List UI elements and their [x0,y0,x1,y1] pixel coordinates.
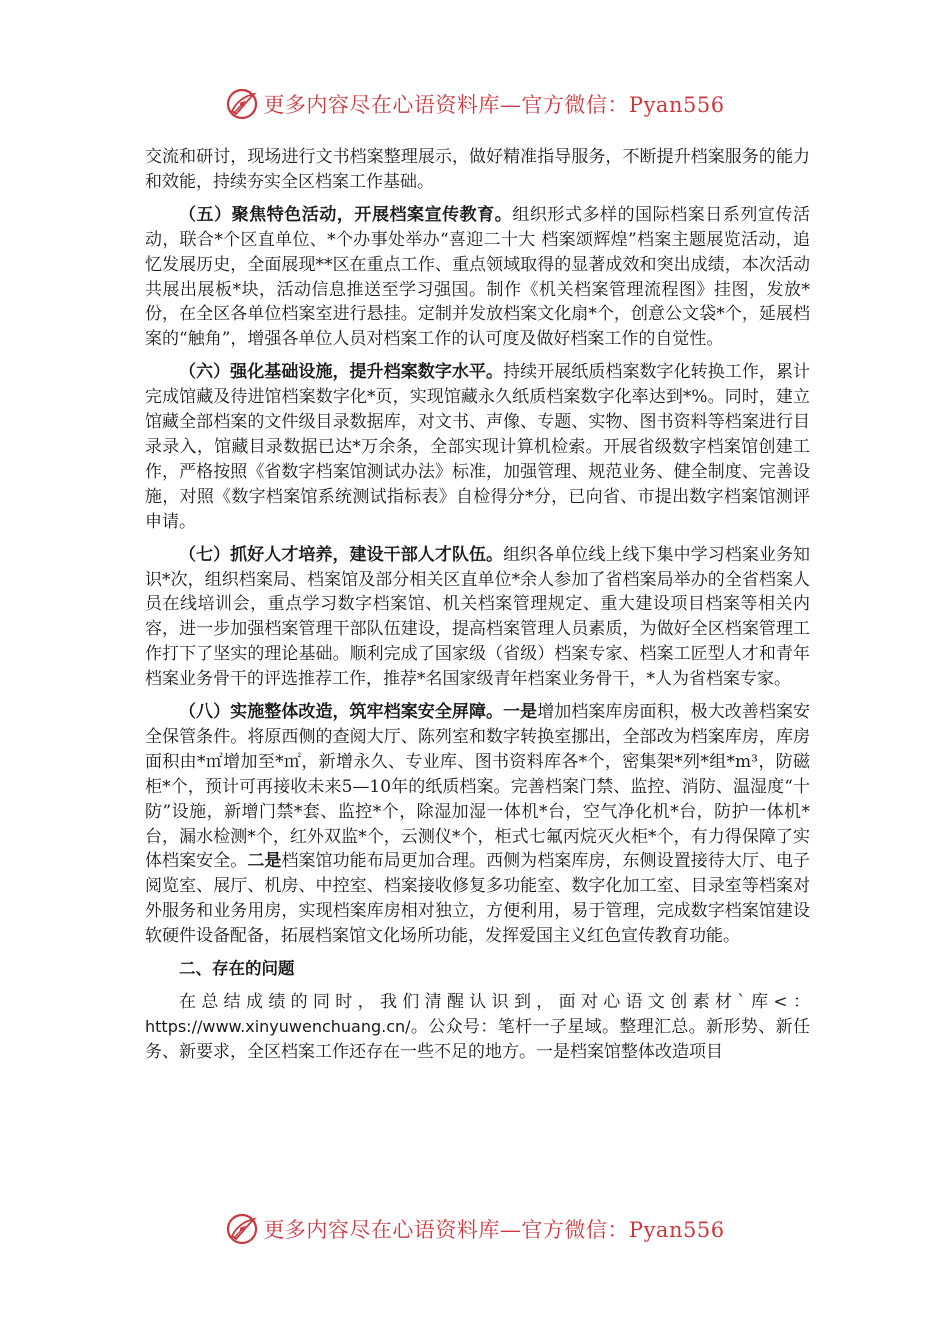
paragraph-section-7 [145,543,810,692]
section-8-lead: （八）实施整体改造，筑牢档案安全屏障。 [179,702,504,723]
header-watermark-banner [0,84,950,124]
source-url-link[interactable]: https://www.xinyuwenchuang.cn/ [145,1016,411,1036]
footer-watermark-banner [0,1209,950,1249]
section-8-point-1-lead: 一是 [503,702,538,723]
paragraph-continuation: 交流和研讨，现场进行文书档案整理展示，做好精准指导服务，不断提升档案服务的能力和效能，持续夯实全区档案工作基础。 [145,147,810,192]
problems-text-1: 在总结成绩的同时，我们清醒认识到，面对心语文创素材`库<： [179,992,810,1012]
section-7-lead: （七）抓好人才培养，建设干部人才队伍。 [179,544,504,565]
paragraph-section-6 [145,360,810,534]
pen-nib-logo-icon [225,1212,259,1246]
header-watermark-text: 更多内容尽在心语资料库—官方微信：Pyan556 [263,93,725,117]
section-7-text: 组织各单位线上线下集中学习档案业务知识*次，组织档案局、档案馆及部分相关区直单位*余人参加了省档案局举办的全省档案人员在线培训会，重点学习数字档案馆、机关档案管理规定、重大建设项目档案等相关内容，进一步加强档案管理干部队伍建设，提高档案管理人员素质，为做好全区档案管理工作打下了坚实的理论基础。顺利完成了国家级（省级）档案专家、档案工匠型人才和青年档案业务骨干的评选推荐工作，推荐*名国家级青年档案业务骨干，*人为省档案专家。 [145,544,811,690]
pen-nib-logo-icon [225,87,259,121]
paragraph-section-8 [145,700,810,949]
section-5-text: 组织形式多样的国际档案日系列宣传活动，联合*个区直单位、*个办事处举办“喜迎二十大 档案颂辉煌”档案主题展览活动，追忆发展历史，全面展现**区在重点工作、重点领域取得的显著成效和突出成绩，本次活动共展出展板*块，活动信息推送至学习强国。制作《机关档案管理流程图》挂图，发放*份，在全区各单位档案室进行悬挂。定制并发放档案文化扇*个，创意公文袋*个，延展档案的“触角”，增强各单位人员对档案工作的认可度及做好档案工作的自觉性。 [145,204,811,350]
problems-text-2: 。公众号：笔杆一子星域。整理汇总。新形势、新任务、新要求，全区档案工作还存在一些不足的地方。一是档案馆整体改造项目 [145,1016,810,1062]
paragraph-section-5 [145,203,810,352]
footer-watermark-text: 更多内容尽在心语资料库—官方微信：Pyan556 [263,1218,725,1242]
section-6-text: 持续开展纸质档案数字化转换工作，累计完成馆藏及待进馆档案数字化*页，实现馆藏永久纸质档案数字化率达到*%。同时，建立馆藏全部档案的文件级目录数据库，对文书、声像、专题、实物、图书资料等档案进行目录录入，馆藏目录数据已达*万余条，全部实现计算机检索。开展省级数字档案馆创建工作，严格按照《省数字档案馆测试办法》标准，加强管理、规范业务、健全制度、完善设施，对照《数字档案馆系统测试指标表》自检得分*分，已向省、市提出数字档案馆测评申请。 [145,362,811,532]
section-8-point-1-text: 增加档案库房面积，极大改善档案安全保管条件。将原西侧的查阅大厅、陈列室和数字转换室挪出，全部改为档案库房，库房面积由*㎡增加至*㎡，新增永久、专业库、图书资料库各*个，密集架*列*组*m³，防磁柜*个，预计可再接收未来5—10年的纸质档案。完善档案门禁、监控、消防、温湿度“十防”设施，新增门禁*套、监控*个，除湿加湿一体机*台，空气净化机*台，防护一体机*台，漏水检测*个，红外双监*个，云测仪*个，柜式七氟丙烷灭火柜*个，有力得保障了实体档案安全。 [145,702,811,872]
section-heading-problems: 二、存在的问题 [179,959,295,979]
section-8-point-2-lead: 二是 [247,851,282,872]
section-5-lead: （五）聚焦特色活动，开展档案宣传教育。 [179,204,513,225]
paragraph-problems [145,990,810,1065]
document-body [145,145,810,1065]
section-6-lead: （六）强化基础设施，提升档案数字水平。 [179,362,504,383]
section-8-point-2-text: 档案馆功能布局更加合理。西侧为档案库房，东侧设置接待大厅、电子阅览室、展厅、机房、中控室、档案接收修复多功能室、数字化加工室、目录室等档案对外服务和业务用房，实现档案库房相对独立，方便利用，易于管理，完成数字档案馆建设软硬件设备配备，拓展档案馆文化场所功能，发挥爱国主义红色宣传教育功能。 [145,851,811,947]
